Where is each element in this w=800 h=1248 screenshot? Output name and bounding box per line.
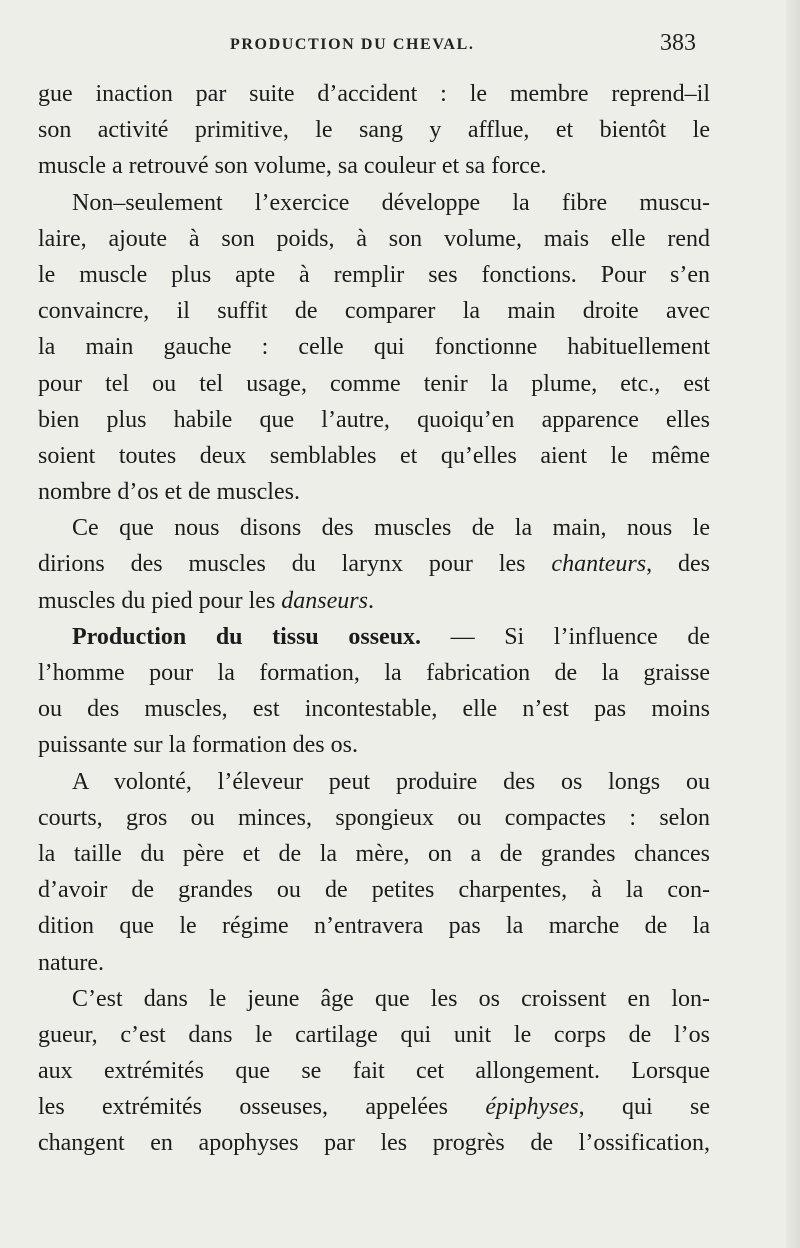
text-line: ou des muscles, est incontestable, elle n’est pas moins <box>38 696 710 723</box>
italic-term: épiphyses <box>485 1094 579 1121</box>
section-heading: Production du tissu osseux. <box>72 623 422 650</box>
text-line: d’avoir de grandes ou de petites charpentes, à la con- <box>38 877 710 904</box>
text-line: convaincre, il suffit de comparer la main droite avec <box>38 298 710 325</box>
body-text <box>38 76 710 1162</box>
text-line: nature. <box>38 949 104 976</box>
text-line: son activité primitive, le sang y afflue, et bientôt le <box>38 117 710 144</box>
text-line <box>38 583 710 619</box>
text-line: laire, ajoute à son poids, à son volume, mais elle rend <box>38 225 710 252</box>
text-line: bien plus habile que l’autre, quoiqu’en apparence elles <box>38 406 710 433</box>
page-number: 383 <box>660 30 696 56</box>
text-line: gue inaction par suite d’accident : le membre reprend–il <box>38 81 710 107</box>
text-line <box>38 546 710 582</box>
text-line: C’est dans le jeune âge que les os croissent en lon- <box>72 985 710 1012</box>
text-line: la taille du père et de la mère, on a de grandes chances <box>38 840 710 867</box>
text-line <box>38 619 710 655</box>
text-segment: , qui se <box>578 1094 710 1121</box>
text-segment: , des <box>646 551 710 578</box>
text-line: puissante sur la formation des os. <box>38 732 358 759</box>
text-segment: dirions des muscles du larynx pour les <box>38 551 552 578</box>
page-header <box>0 30 800 64</box>
text-segment: . <box>367 587 374 614</box>
text-line: gueur, c’est dans le cartilage qui unit le corps de l’os <box>38 1021 710 1048</box>
text-line: le muscle plus apte à remplir ses fonctions. Pour s’en <box>38 261 710 288</box>
text-line <box>38 1089 710 1125</box>
text-line: changent en apophyses par les progrès de l’ossification, <box>38 1130 710 1157</box>
text-line: A volonté, l’éleveur peut produire des os longs ou <box>72 768 710 795</box>
text-line: soient toutes deux semblables et qu’elles aient le même <box>38 442 710 469</box>
running-title: PRODUCTION DU CHEVAL. <box>230 36 475 53</box>
text-line: Ce que nous disons des muscles de la main, nous le <box>72 515 710 542</box>
text-segment: — Si l’influence de <box>421 623 710 650</box>
text-segment: muscles du pied pour les <box>38 587 282 614</box>
text-line: aux extrémités que se fait cet allongement. Lorsque <box>38 1058 710 1085</box>
text-line: nombre d’os et de muscles. <box>38 479 300 506</box>
text-line: pour tel ou tel usage, comme tenir la plume, etc., est <box>38 370 710 397</box>
italic-term: chanteurs <box>551 551 647 578</box>
text-line: courts, gros ou minces, spongieux ou compactes : selon <box>38 804 710 831</box>
text-line: muscle a retrouvé son volume, sa couleur et sa force. <box>38 153 547 180</box>
text-line: l’homme pour la formation, la fabrication de la graisse <box>38 660 710 686</box>
text-line: dition que le régime n’entravera pas la marche de la <box>38 913 710 940</box>
italic-term: danseurs <box>281 587 368 614</box>
text-segment: les extrémités osseuses, appelées <box>38 1094 486 1121</box>
text-line: Non–seulement l’exercice développe la fibre muscu- <box>72 189 710 216</box>
text-line: la main gauche : celle qui fonctionne habituellement <box>38 334 710 361</box>
